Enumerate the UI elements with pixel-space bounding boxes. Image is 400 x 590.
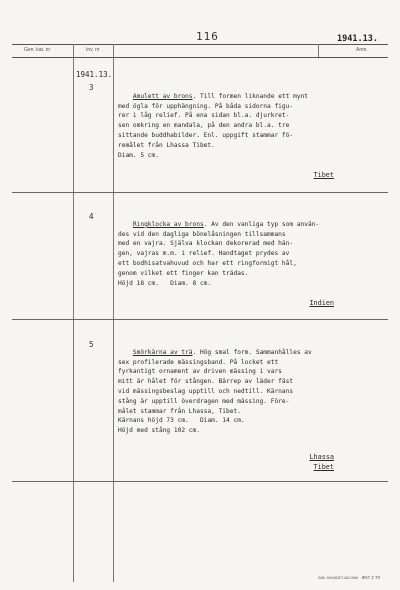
entry-origin: Tibet bbox=[313, 171, 334, 179]
header-inv-nr: Inv. nr bbox=[86, 47, 100, 53]
column-rule-1 bbox=[73, 44, 74, 582]
entry-title: Ringklocka av brons bbox=[132, 220, 204, 228]
entry-description: Amulett av brons. Till formen liknande ett mynt med ögla för upphängning. På båda sidorna figu- rer i låg relief. På ena sidan bl.a. djurkret- sen omkring en mandala, på den andra bl.a. tre sittande buddhabilder. Enl. uppgift stammar fö- remålet från Lhassa Tibet. Diam. 5 cm. bbox=[118, 92, 308, 159]
header-bottom-rule bbox=[12, 57, 388, 58]
header-anm: Anm. bbox=[356, 47, 368, 53]
entry-separator bbox=[12, 481, 388, 482]
entry-origin: Indien bbox=[309, 299, 334, 307]
year-label: 1941.13. bbox=[76, 70, 113, 79]
entry-title: Smörkärna av trä bbox=[132, 348, 193, 356]
column-rule-2 bbox=[113, 44, 114, 582]
entry-number: 3 bbox=[89, 83, 94, 92]
entry-separator bbox=[12, 319, 388, 320]
entry-number: 4 bbox=[89, 212, 94, 221]
printer-footer: GML-SKANDET-AB-1968 8N7 2 70 bbox=[317, 575, 380, 580]
entry-title: Amulett av brons bbox=[132, 92, 193, 100]
entry-description: Smörkärna av trä. Hög smal form. Sammanhålles av sex profilerade mässingsband. På locket ett fyrkantigt ornament av driven mässing i vars mitt är hålet för stången. Bärrep av läder fäst vid mässingsbeslag upptill och nedtill. Kärnans stång är upptill överdragen med mässing. Före- målet stammar från Lhassa, Tibet. Kärnans höjd 73 cm. Diam. 14 cm. Höjd med stång 102 cm. bbox=[118, 348, 312, 435]
column-rule-3 bbox=[318, 44, 319, 57]
entry-number: 5 bbox=[89, 340, 94, 349]
accession-number: 1941.13. bbox=[337, 34, 378, 44]
entry-origin: Lhassa Tibet bbox=[309, 453, 334, 471]
entry-separator bbox=[12, 192, 388, 193]
header-gen-kat-nr: Gen. kat. nr bbox=[24, 47, 51, 53]
page-number: 116 bbox=[196, 30, 219, 43]
header-top-rule bbox=[12, 44, 388, 45]
entry-description: Ringklocka av brons. Av den vanliga typ som använ- des vid den dagliga bönelåsningen tillsammans med en vajra. Själva klockan dekorerad med hän- gen, vajras m.m. i relief. Handtaget prydes av ett bodhisatvahuvud och har ett ringformigt hål, genom vilket ett finger kan trädas. Höjd 18 cm. Diam. 8 cm. bbox=[118, 220, 320, 287]
